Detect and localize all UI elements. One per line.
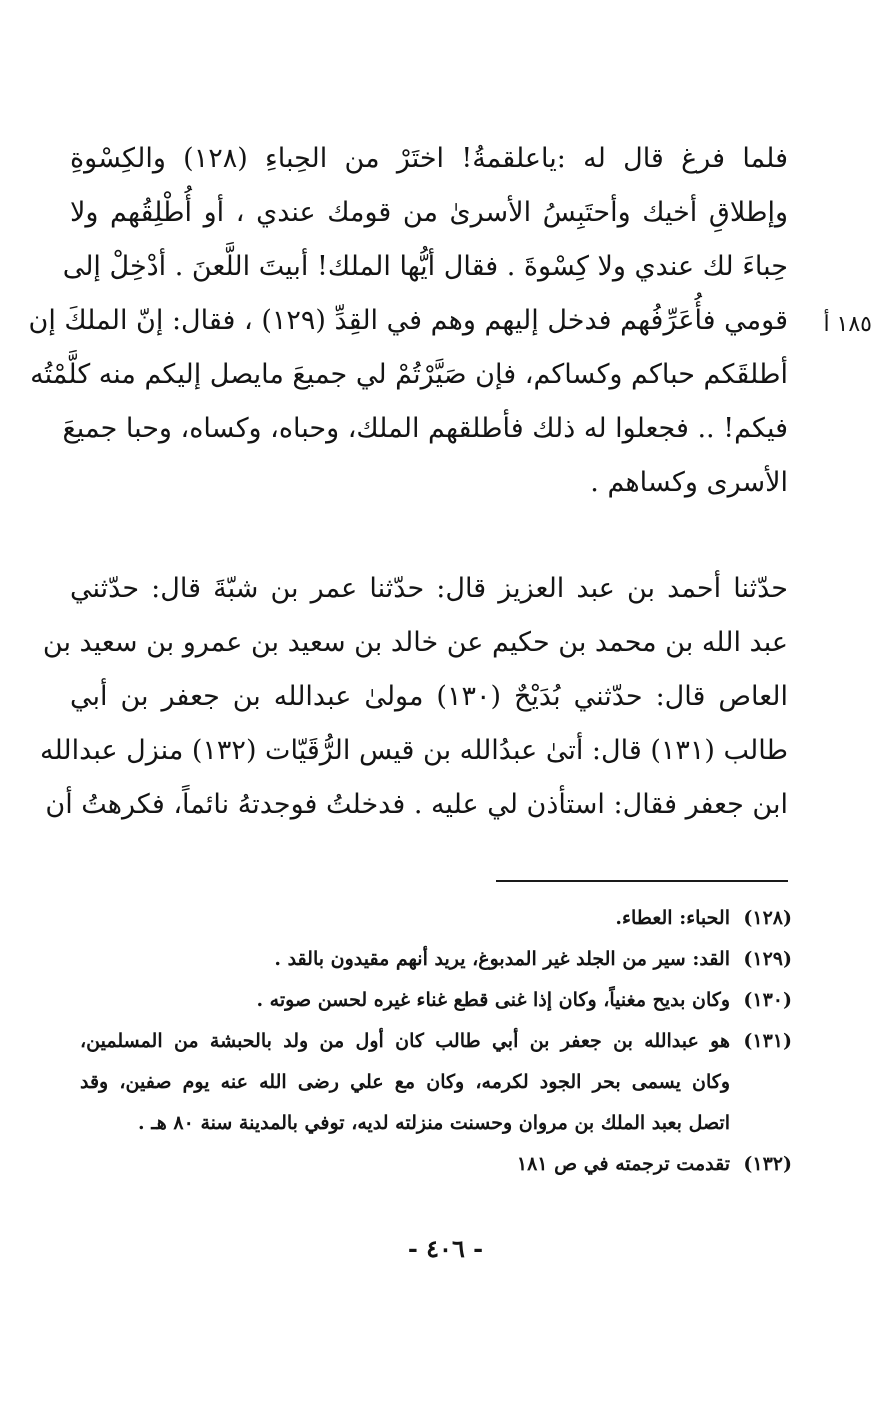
footnote-text — [80, 980, 730, 1021]
footnote-line: اتصل بعبد الملك بن مروان وحسنت منزلته لديه، توفي بالمدينة سنة ٨٠ هـ . — [137, 1112, 730, 1134]
footnote-number: (١٣١) — [743, 1030, 792, 1052]
margin-folio-note: ١٨٥ أ — [823, 312, 872, 337]
footnote — [80, 898, 792, 939]
paragraph-1 — [28, 132, 789, 510]
text-line: قومي فأُعَرِّفُهم فدخل إليهم وهم في القِدِّ (١٢٩) ، فقال: إنّ الملكَ إن — [28, 305, 788, 336]
text-line: حدّثنا أحمد بن عبد العزيز قال: حدّثنا عمر بن شبّةَ قال: حدّثني — [70, 573, 788, 604]
text-line: ابن جعفر فقال: استأذن لي عليه . فدخلتُ فوجدتهُ نائماً، فكرهتُ أن — [45, 789, 788, 820]
text-line: عبد الله بن محمد بن حكيم عن خالد بن سعيد بن عمرو بن سعيد بن — [42, 627, 788, 658]
footnote-line: وكان بديح مغنياً، وكان إذا غنى قطع غناء غيره لحسن صوته . — [256, 989, 730, 1011]
text-line: العاص قال: حدّثني بُدَيْحٌ (١٣٠) مولىٰ عبدالله بن جعفر بن أبي — [70, 681, 789, 712]
footnote-line: القد: سير من الجلد غير المدبوغ، يريد أنهم مقيدون بالقد . — [274, 948, 730, 970]
footnote — [80, 980, 792, 1021]
text-line: وإطلاقِ أخيك وأحتَبِسُ الأسرىٰ من قومك عندي ، أو أُطْلِقُهم ولا — [70, 197, 788, 228]
text-line: فيكم! .. فجعلوا له ذلك فأطلقهم الملك، وحباه، وكساه، وحبا جميعَ — [62, 413, 788, 444]
page-number: - ٤٠٦ - — [407, 1234, 484, 1263]
footnote — [80, 939, 792, 980]
footnote-text — [80, 1144, 730, 1185]
footnote — [80, 1021, 792, 1144]
footnote-divider — [496, 880, 788, 882]
text-line: طالب (١٣١) قال: أتىٰ عبدُالله بن قيس الرُّقَيّات (١٣٢) منزل عبدالله — [40, 735, 788, 766]
paragraph-2 — [40, 562, 789, 832]
footnote-text — [80, 1021, 730, 1144]
text-line: فلما فرغ قال له :ياعلقمةُ! اختَرْ من الحِباءِ (١٢٨) والكِسْوةِ — [70, 143, 789, 174]
footnote-number: (١٣٢) — [743, 1153, 792, 1175]
footnote-line: وكان يسمى بحر الجود لكرمه، وكان مع علي رضى الله عنه يوم صفين، وقد — [80, 1071, 730, 1093]
footnote-number: (١٣٠) — [743, 989, 792, 1011]
footnote-text — [80, 939, 730, 980]
text-line: حِباءَ لك عندي ولا كِسْوةَ . فقال أيُّها الملك! أبيتَ اللَّعنَ . أدْخِلْ إلى — [62, 251, 788, 282]
footnote — [80, 1144, 792, 1185]
footnote-number: (١٢٨) — [743, 907, 792, 929]
footnote-line: الحباء: العطاء. — [615, 907, 730, 929]
text-line: أطلقَكم حباكم وكساكم، فإن صَيَّرْتُمْ لي جميعَ مايصل إليكم منه كلَّمْتُه — [30, 359, 788, 390]
footnote-text — [80, 898, 730, 939]
text-line: الأسرى وكساهم . — [590, 467, 788, 498]
footnote-line: تقدمت ترجمته في ص ١٨١ — [516, 1153, 730, 1175]
footnote-number: (١٢٩) — [743, 948, 792, 970]
footnote-line: هو عبدالله بن جعفر بن أبي طالب كان أول من ولد بالحبشة من المسلمين، — [80, 1030, 730, 1052]
footnotes — [80, 898, 792, 1185]
